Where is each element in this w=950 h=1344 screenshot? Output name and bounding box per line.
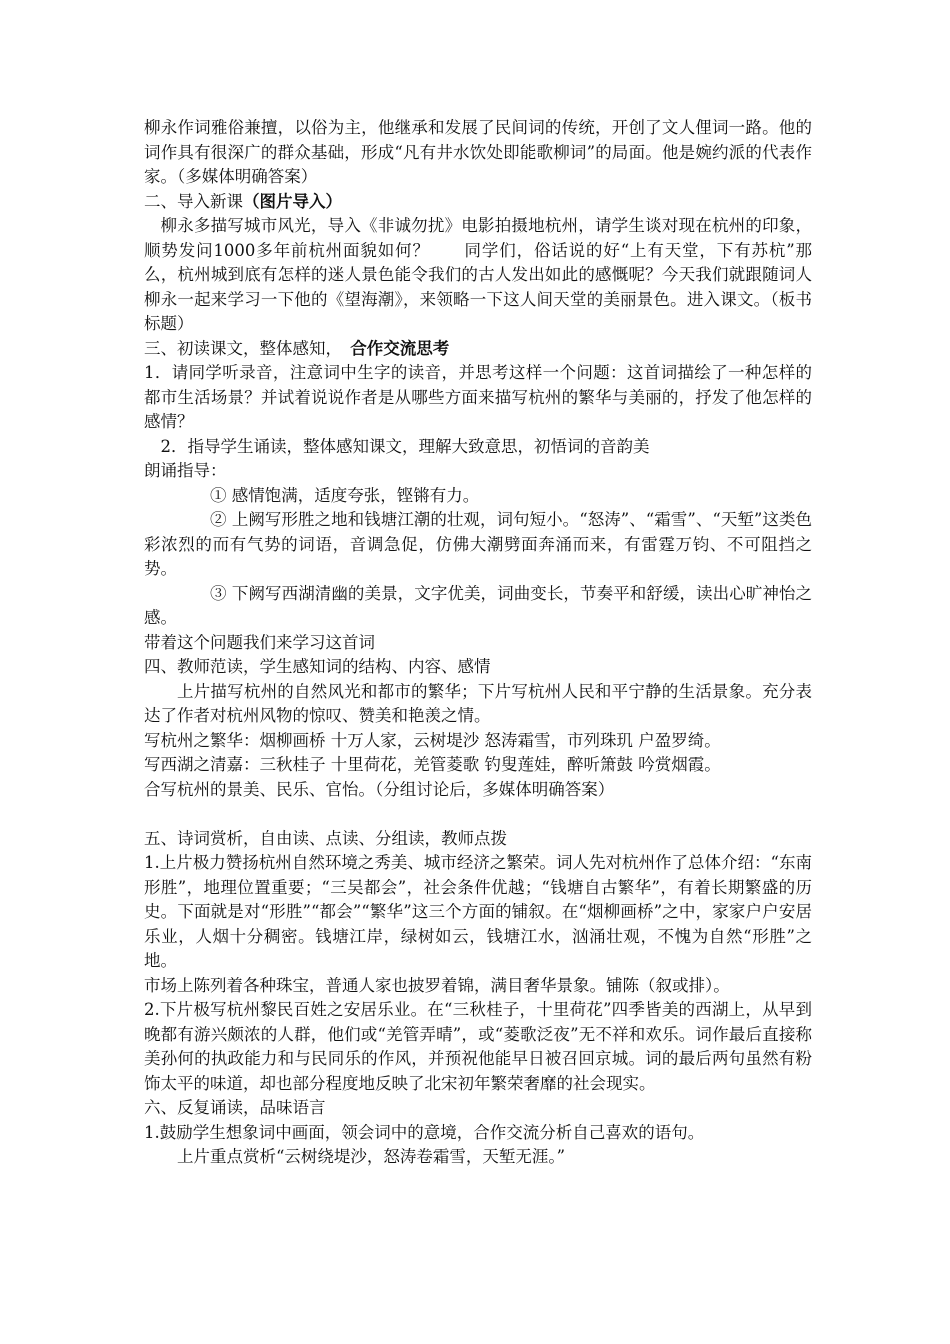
paragraph-west-lake: 写西湖之清嘉：三秋桂子 十里荷花，羌管菱歌 钓叟莲娃，醉听箫鼓 吟赏烟霞。 bbox=[144, 755, 721, 774]
section-heading-4: 四、教师范读，学生感知词的结构、内容、感情 bbox=[144, 657, 491, 676]
paragraph-combined: 合写杭州的景美、民乐、官怡。（分组讨论后，多媒体明确答案） bbox=[144, 779, 615, 799]
document-page bbox=[144, 116, 812, 1170]
section-heading-3-bold: 合作交流思考 bbox=[350, 338, 450, 358]
paragraph-hangzhou-prosperity: 写杭州之繁华：烟柳画桥 十万人家，云树堤沙 怒涛霜雪，市列珠玑 户盈罗绮。 bbox=[144, 730, 721, 750]
paragraph-listen-recording: 1．请同学听录音，注意词中生字的读音，并思考这样一个问题：这首词描绘了一种怎样的都市生活场景？并试着说说作者是从哪些方面来描写杭州的繁华与美丽的，抒发了他怎样的感情？ bbox=[144, 363, 812, 431]
paragraph-recitation-point-1: ① 感情饱满，适度夸张，铿锵有力。 bbox=[210, 485, 480, 505]
section-heading-5: 五、诗词赏析，自由读、点读、分组读，教师点拨 bbox=[144, 828, 507, 848]
paragraph-transition: 带着这个问题我们来学习这首词 bbox=[144, 632, 375, 652]
section-heading-2-text: 二、导入新课 bbox=[144, 191, 243, 211]
section-heading-2-bold: （图片导入） bbox=[243, 191, 342, 211]
section-heading-2 bbox=[144, 190, 812, 215]
paragraph-market: 市场上陈列着各种珠宝，普通人家也披罗着锦，满目奢华景象。铺陈（叙或排）。 bbox=[144, 975, 730, 995]
paragraph-recitation-point-2: ② 上阙写形胜之地和钱塘江潮的壮观，词句短小。“怒涛”、“霜雪”、“天堑”这类色彩浓烈的而有气势的词语，音调急促，仿佛大潮劈面奔涌而来，有雷霆万钧、不可阻挡之势。 bbox=[144, 510, 812, 578]
section-heading-3-text: 三、初读课文，整体感知， bbox=[144, 338, 351, 358]
section-heading-6: 六、反复诵读，品味语言 bbox=[144, 1098, 326, 1117]
paragraph-appreciation-1: 1.上片极力赞扬杭州自然环境之秀美、城市经济之繁荣。词人先对杭州作了总体介绍：“东南形胜”，地理位置重要；“三吴都会”，社会条件优越；“钱塘自古繁华”，有着长期繁盛的历史。下面就是对“形胜”“都会”“繁华”这三个方面的铺叙。在“烟柳画桥”之中，家家户户安居乐业，人烟十分稠密。钱塘江岸，绿树如云，钱塘江水，汹涌壮观，不愧为自然“形胜”之地。 bbox=[144, 853, 812, 970]
paragraph-recitation-guide-label: 朗诵指导： bbox=[144, 461, 227, 480]
paragraph-recitation-point-3: ③ 下阙写西湖清幽的美景，文字优美，词曲变长，节奏平和舒缓，读出心旷神怡之感。 bbox=[144, 583, 812, 627]
paragraph-guide-reading: 2．指导学生诵读，整体感知课文，理解大致意思，初悟词的音韵美 bbox=[160, 436, 650, 456]
paragraph-imagine-scene: 1.鼓励学生想象词中画面，领会词中的意境，合作交流分析自己喜欢的语句。 bbox=[144, 1122, 705, 1142]
blank-line bbox=[144, 802, 812, 827]
paragraph-liu-yong-intro: 柳永作词雅俗兼擅，以俗为主，他继承和发展了民间词的传统，开创了文人俚词一路。他的词作具有很深广的群众基础，形成“凡有井水饮处即能歌柳词”的局面。他是婉约派的代表作家。（多媒体明确答案） bbox=[144, 118, 812, 186]
paragraph-key-analysis: 上片重点赏析“云树绕堤沙，怒涛卷霜雪，天堑无涯。” bbox=[177, 1147, 566, 1166]
paragraph-appreciation-2: 2.下片极写杭州黎民百姓之安居乐业。在“三秋桂子，十里荷花”四季皆美的西湖上，从早到晚都有游兴颇浓的人群，他们或“羌管弄晴”，或“菱歌泛夜”无不祥和欢乐。词作最后直接称美孙何的执政能力和与民同乐的作风，并预祝他能早日被召回京城。词的最后两句虽然有粉饰太平的味道，却也部分程度地反映了北宋初年繁荣奢靡的社会现实。 bbox=[144, 1000, 812, 1093]
paragraph-intro-lesson: 柳永多描写城市风光，导入《非诚勿扰》电影拍摄地杭州，请学生谈对现在杭州的印象，顺势发问1000多年前杭州面貌如何？ 同学们，俗话说的好“上有天堂，下有苏杭”那么，杭州城到底有怎样的迷人景色能令我们的古人发出如此的感慨呢？今天我们就跟随词人柳永一起来学习一下他的《望海潮》，来领略一下这人间天堂的美丽景色。进入课文。（板书标题） bbox=[144, 216, 812, 333]
paragraph-structure-summary: 上片描写杭州的自然风光和都市的繁华；下片写杭州人民和平宁静的生活景象。充分表达了作者对杭州风物的惊叹、赞美和艳羡之情。 bbox=[144, 681, 812, 725]
section-heading-3 bbox=[144, 337, 812, 362]
